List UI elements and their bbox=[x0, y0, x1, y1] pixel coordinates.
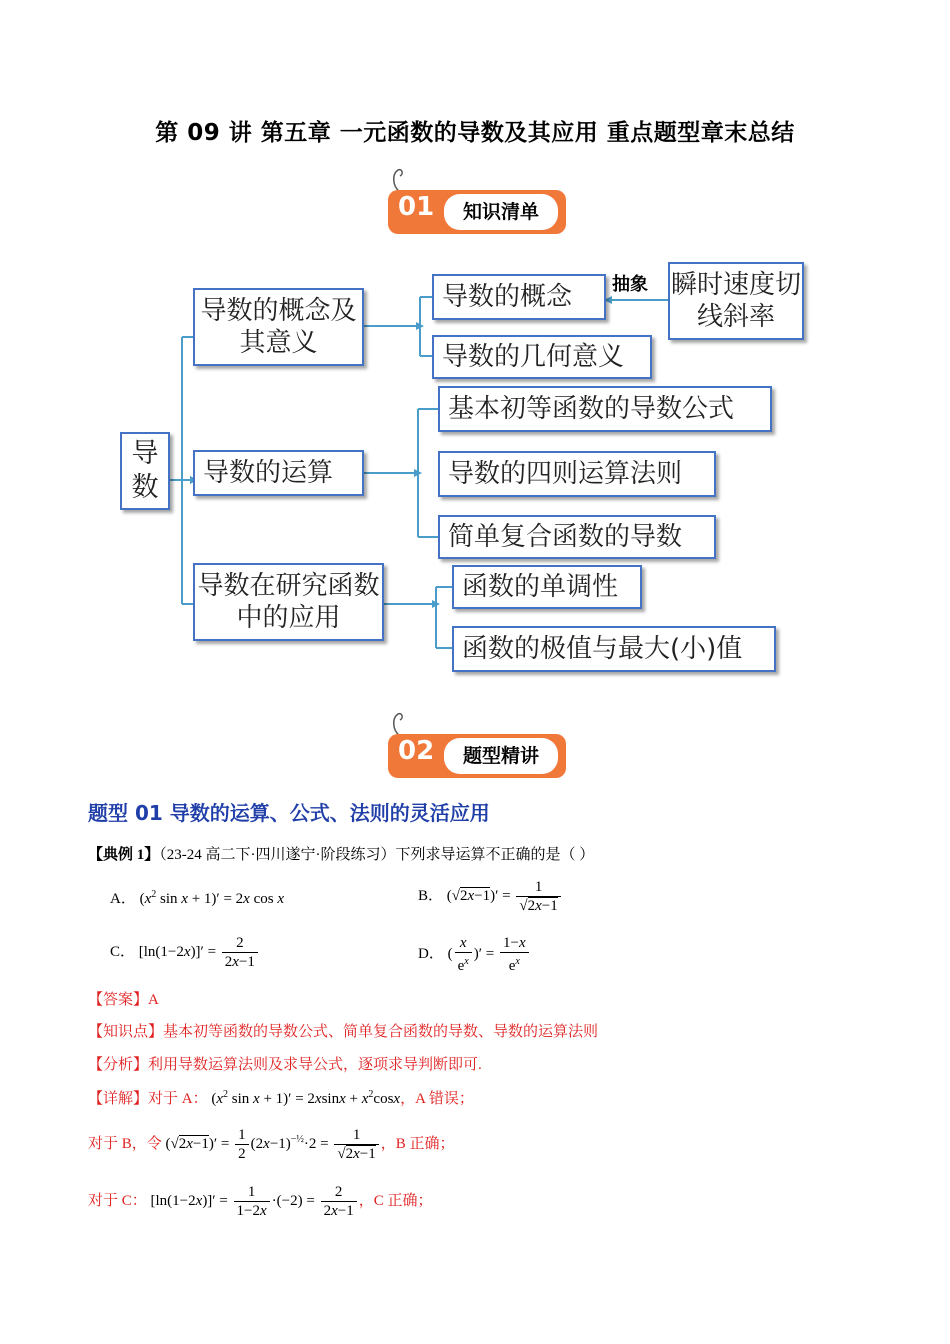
mindmap-leaf-concept: 导数的概念 bbox=[432, 274, 606, 320]
option-d: D． ( $\frac{x}{e^x}$ )′ = $\frac{1-x}{e^x}$ bbox=[418, 934, 531, 975]
option-c: C． [ln(1−2x)]′ = $\frac{2}{2x-1}$ bbox=[110, 934, 260, 971]
mindmap-leaf-composite: 简单复合函数的导数 bbox=[438, 515, 716, 559]
mindmap-leaf-geometric: 导数的几何意义 bbox=[432, 335, 652, 379]
answer-line: 【答案】A bbox=[88, 992, 159, 1008]
example-source: （23-24 高二下·四川遂宁·阶段练习）下列求导运算不正确的是（ ） bbox=[159, 847, 595, 863]
option-a: A． ($x^2$ sin x + 1)′ = 2x cos x bbox=[110, 889, 284, 907]
mindmap-leaf-formula: 基本初等函数的导数公式 bbox=[438, 386, 772, 432]
badge-number: 01 bbox=[398, 192, 435, 222]
badge-label: 题型精讲 bbox=[444, 738, 558, 774]
example-line bbox=[88, 843, 594, 864]
detail-line-b: 对于 B，令 (√2x−1)′ = $\frac{1}{2}$ $(2x-1)^{-\frac{1}{2}}\cdot 2$ = $\frac{1}{√2x-1}$ ，B 正确； bbox=[88, 1127, 455, 1162]
detail-line-a: 【详解】对于 A： ($x^2$ $\sin x + 1)' = 2xsinx + x^2\cos x$，A 错误； bbox=[88, 1089, 474, 1107]
mindmap-root: 导数 bbox=[120, 432, 170, 510]
mindmap-branch-operation: 导数的运算 bbox=[193, 450, 364, 496]
mindmap-instances: 瞬时速度切线斜率 bbox=[668, 262, 804, 340]
badge-number: 02 bbox=[398, 736, 435, 766]
mindmap-branch-concept: 导数的概念及其意义 bbox=[193, 288, 364, 366]
mindmap-leaf-rules: 导数的四则运算法则 bbox=[438, 451, 716, 497]
mindmap-branch-application: 导数在研究函数中的应用 bbox=[193, 563, 384, 641]
option-b: B． (√2x−1)′ = $\frac{1}{√2x-1}$ bbox=[418, 878, 563, 915]
badge-label: 知识清单 bbox=[444, 194, 558, 230]
example-label: 【典例 1】 bbox=[88, 847, 160, 863]
mindmap-abstract-label: 抽象 bbox=[612, 274, 648, 295]
mindmap-leaf-extremum: 函数的极值与最大(小)值 bbox=[452, 626, 776, 672]
section-badge-02 bbox=[388, 724, 568, 776]
knowledge-line: 【知识点】基本初等函数的导数公式、简单复合函数的导数、导数的运算法则 bbox=[88, 1024, 599, 1040]
analysis-line: 【分析】利用导数运算法则及求导公式，逐项求导判断即可. bbox=[88, 1057, 482, 1073]
detail-line-c: 对于 C： [ln(1−2x)]′ = $\frac{1}{1-2x}$ ·(−2) = $\frac{2}{2x-1}$ ，C 正确； bbox=[88, 1184, 433, 1219]
section-heading: 题型 01 导数的运算、公式、法则的灵活应用 bbox=[88, 801, 490, 825]
mindmap-leaf-monotonic: 函数的单调性 bbox=[452, 565, 642, 609]
page-title: 第 09 讲 第五章 一元函数的导数及其应用 重点题型章末总结 bbox=[155, 120, 795, 146]
